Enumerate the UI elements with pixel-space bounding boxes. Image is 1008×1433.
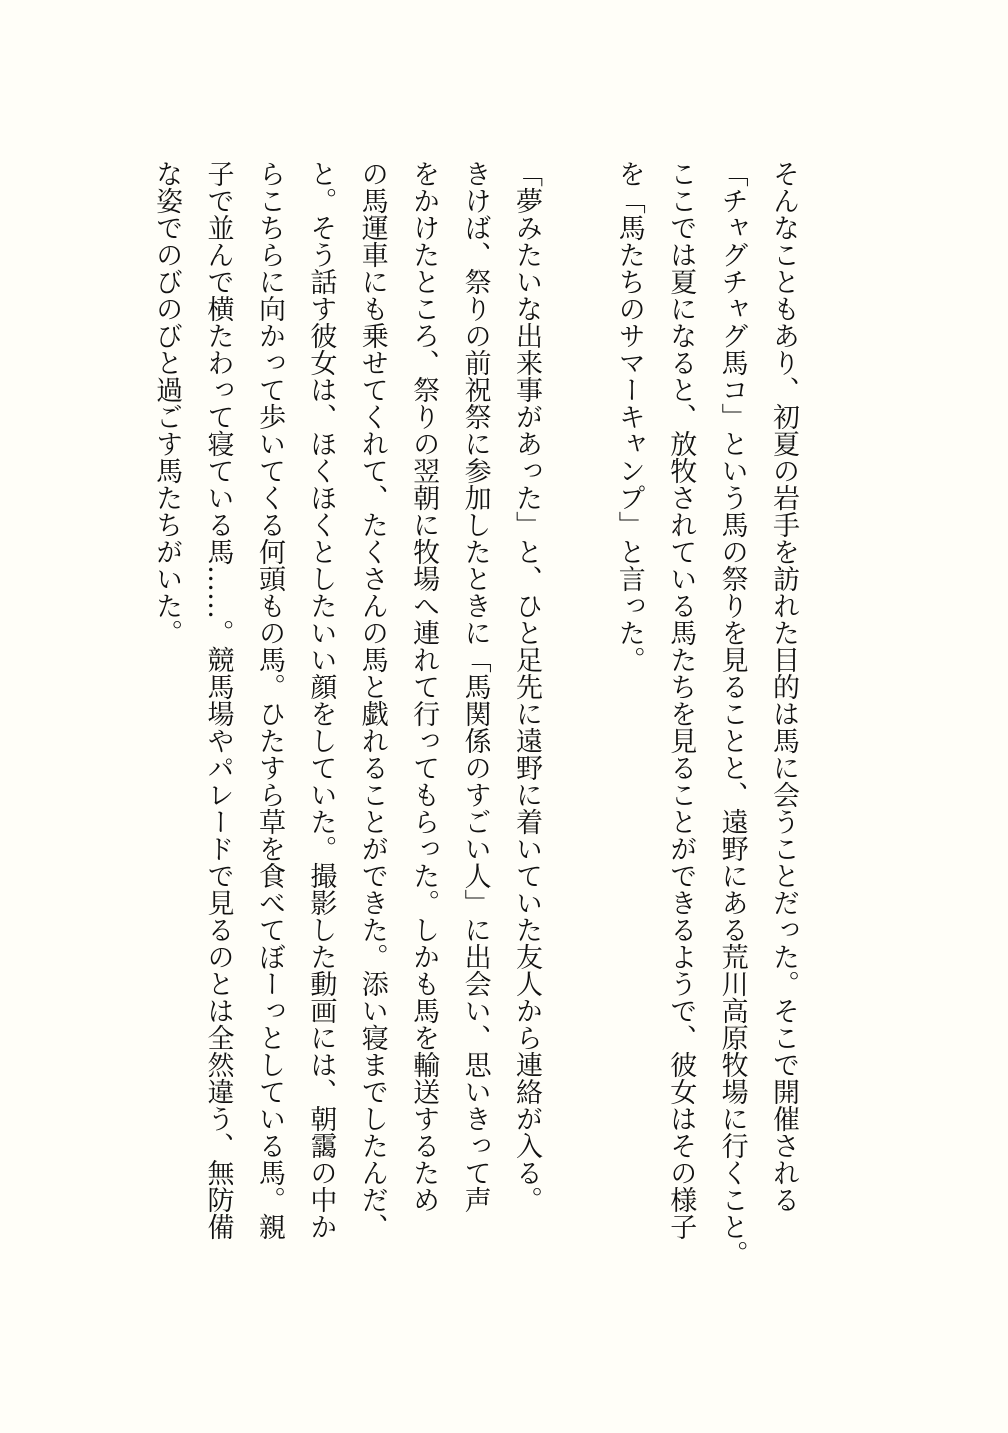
text-line: ここでは夏になると、放牧されている馬たちを見ることができるようで、彼女はその様子	[665, 160, 697, 1240]
text-line: きけば、祭りの前祝祭に参加したときに「馬関係のすごい人」に出会い、思いきって声	[459, 160, 491, 1213]
text-line: を「馬たちのサマーキャンプ」と言った。	[613, 160, 645, 673]
text-line: と。そう話す彼女は、ほくほくとしたいい顔をしていた。撮影した動画には、朝靄の中か	[305, 160, 337, 1240]
text-line: をかけたところ、祭りの翌朝に牧場へ連れて行ってもらった。しかも馬を輸送するため	[408, 160, 440, 1213]
text-line: 子で並んで横たわって寝ている馬……。競馬場やパレードで見るのとは全然違う、無防備	[202, 160, 234, 1240]
text-line: な姿でのびのびと過ごす馬たちがいた。	[151, 160, 183, 646]
text-line: 「チャグチャグ馬コ」という馬の祭りを見ることと、遠野にある荒川高原牧場に行くこと。	[716, 160, 748, 1267]
text-line: そんなこともあり、初夏の岩手を訪れた目的は馬に会うことだった。そこで開催される	[768, 160, 799, 1213]
text-line: 「夢みたいな出来事があった」と、ひと足先に遠野に着いていた友人から連絡が入る。	[510, 160, 542, 1213]
vertical-text-page	[141, 160, 809, 1267]
paragraph-2	[141, 160, 552, 1260]
text-line: の馬運車にも乗せてくれて、たくさんの馬と戯れることができた。添い寝までしたんだ、	[356, 160, 388, 1240]
paragraph-1	[603, 160, 809, 1267]
text-line: らこちらに向かって歩いてくる何頭もの馬。ひたすら草を食べてぼーっとしている馬。親	[253, 160, 285, 1240]
